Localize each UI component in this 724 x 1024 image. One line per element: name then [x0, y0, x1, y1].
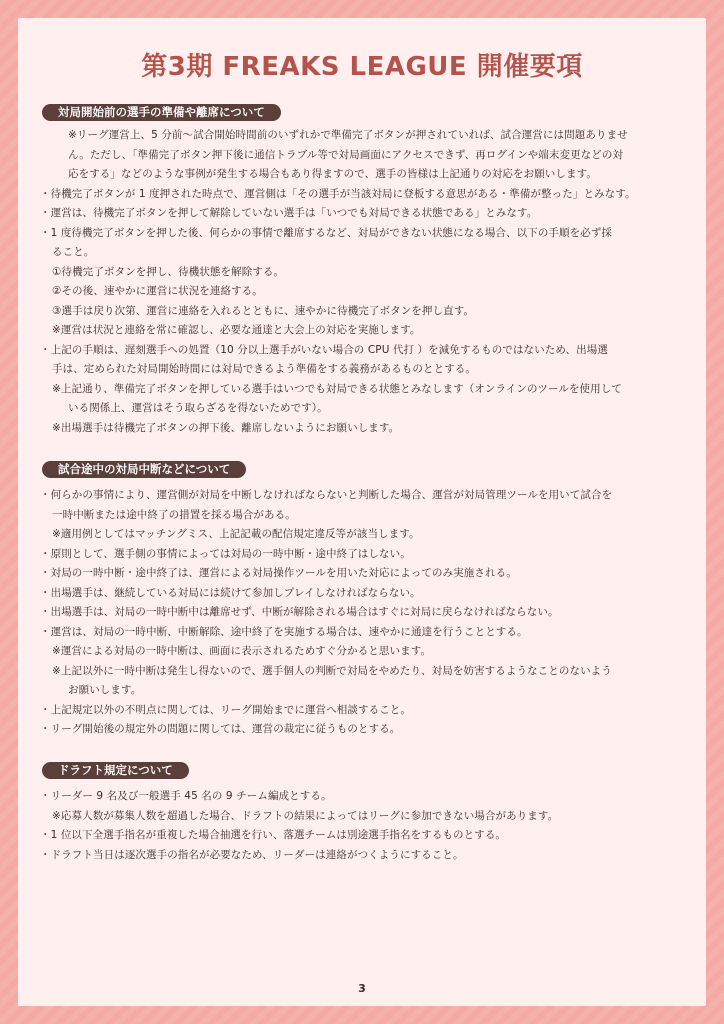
- paragraph-line: 手は、定められた対局開始時間には対局できるよう準備をする義務があるものととする。: [52, 363, 476, 375]
- paragraph-line: ※適用例としてはマッチングミス、上記記載の配信規定違反等が該当します。: [52, 528, 420, 540]
- section-body-preparation: [40, 126, 688, 438]
- document-page: [18, 18, 706, 1006]
- section-heading-preparation: 対局開始前の選手の準備や離席について: [42, 104, 281, 121]
- paragraph-line: ・ドラフト当日は逐次選手の指名が必要なため、リーダーは連絡がつくようにすること。: [40, 848, 464, 861]
- paragraph-line: ・上記規定以外の不明点に関しては、リーグ開始までに運営へ相談すること。: [40, 703, 411, 716]
- paragraph-line: ・運営は、待機完了ボタンを押して解除していない選手は「いつでも対局できる状態である」とみなす。: [40, 207, 538, 219]
- paragraph-line: ※リーグ運営上、5 分前〜試合開始時間前のいずれかで準備完了ボタンが押されていれば、試合運営には問題ありませ: [68, 129, 628, 141]
- section-heading-draft: ドラフト規定について: [42, 762, 189, 779]
- paragraph-line: お願いします。: [68, 684, 142, 696]
- paragraph-line: ※応募人数が募集人数を超過した場合、ドラフトの結果によってはリーグに参加できない場合があります。: [52, 809, 559, 822]
- paragraph-line: ること。: [52, 246, 95, 258]
- paragraph-line: ・対局の一時中断・途中終了は、運営による対局操作ツールを用いた対応によってのみ実施される。: [40, 567, 517, 579]
- section-heading-interruption: 試合途中の対局中断などについて: [42, 461, 246, 478]
- paragraph-line: ・原則として、選手側の事情によっては対局の一時中断・途中終了はしない。: [40, 547, 411, 560]
- paragraph-line: ・1 度待機完了ボタンを押した後、何らかの事情で離席するなど、対局ができない状態になる場合、以下の手順を必ず採: [40, 226, 613, 239]
- paragraph-line: ②その後、速やかに運営に状況を連絡する。: [52, 285, 263, 297]
- paragraph-line: ・出場選手は、継続している対局には続けて参加しプレイしなければならない。: [40, 586, 421, 599]
- paragraph-line: ①待機完了ボタンを押し、待機状態を解除する。: [52, 265, 285, 278]
- paragraph-line: いる関係上、運営はそう取らざるを得ないためです）。: [68, 402, 328, 414]
- paragraph-line: ・出場選手は、対局の一時中断中は離席せず、中断が解除される場合はすぐに対局に戻らなければならない。: [40, 606, 559, 618]
- paragraph-line: ・1 位以下全選手指名が重複した場合抽選を行い、落選チームは別途選手指名をするものとする。: [40, 829, 507, 841]
- paragraph-line: ※上記以外に一時中断は発生し得ないので、選手個人の判断で対局をやめたり、対局を妨害するようなことのないよう: [52, 664, 612, 677]
- paragraph-line: ・待機完了ボタンが 1 度押された時点で、運営側は「その選手が当該対局に登板する意思がある・準備が整った」とみなす。: [40, 187, 636, 200]
- paragraph-line: 応をする」などのような事例が発生する場合もあり得ますので、選手の皆様は上記通りの対応をお願いします。: [68, 168, 597, 180]
- paragraph-line: 一時中断または途中終了の措置を採る場合がある。: [52, 508, 296, 521]
- paragraph-line: ※運営による対局の一時中断は、画面に表示されるためすぐ分かると思います。: [52, 645, 432, 657]
- paragraph-line: ※運営は状況と連絡を常に確認し、必要な通達と大会上の対応を実施します。: [52, 324, 421, 336]
- section-body-draft: [40, 787, 688, 865]
- page-title: 第3期 FREAKS LEAGUE 開催要項: [141, 52, 583, 82]
- page-number: 3: [358, 982, 366, 995]
- paragraph-line: ・上記の手順は、遅刻選手への処置（10 分以上選手がいない場合の CPU 代打 ）を減免するものではないため、出場選: [40, 343, 608, 356]
- paragraph-line: ・何らかの事情により、運営側が対局を中断しなければならないと判断した場合、運営が対局管理ツールを用いて試合を: [40, 489, 613, 501]
- paragraph-line: ※出場選手は待機完了ボタンの押下後、離席しないようにお願いします。: [52, 421, 400, 434]
- paragraph-line: ※上記通り、準備完了ボタンを押している選手はいつでも対局できる状態とみなします（オンラインのツールを使用して: [52, 382, 622, 395]
- paragraph-line: ・運営は、対局の一時中断、中断解除、途中終了を実施する場合は、速やかに通達を行うこととする。: [40, 625, 528, 638]
- paragraph-line: ・リーグ開始後の規定外の問題に関しては、運営の裁定に従うものとする。: [40, 723, 401, 735]
- paragraph-line: ん。ただし、「準備完了ボタン押下後に通信トラブル等で対局画面にアクセスできず、再ログインや端末変更などの対: [68, 148, 624, 161]
- paragraph-line: ③選手は戻り次第、運営に連絡を入れるとともに、速やかに待機完了ボタンを押し直す。: [52, 304, 475, 317]
- paragraph-line: ・リーダー 9 名及び一般選手 45 名の 9 チーム編成とする。: [40, 790, 332, 802]
- section-body-interruption: [40, 486, 688, 740]
